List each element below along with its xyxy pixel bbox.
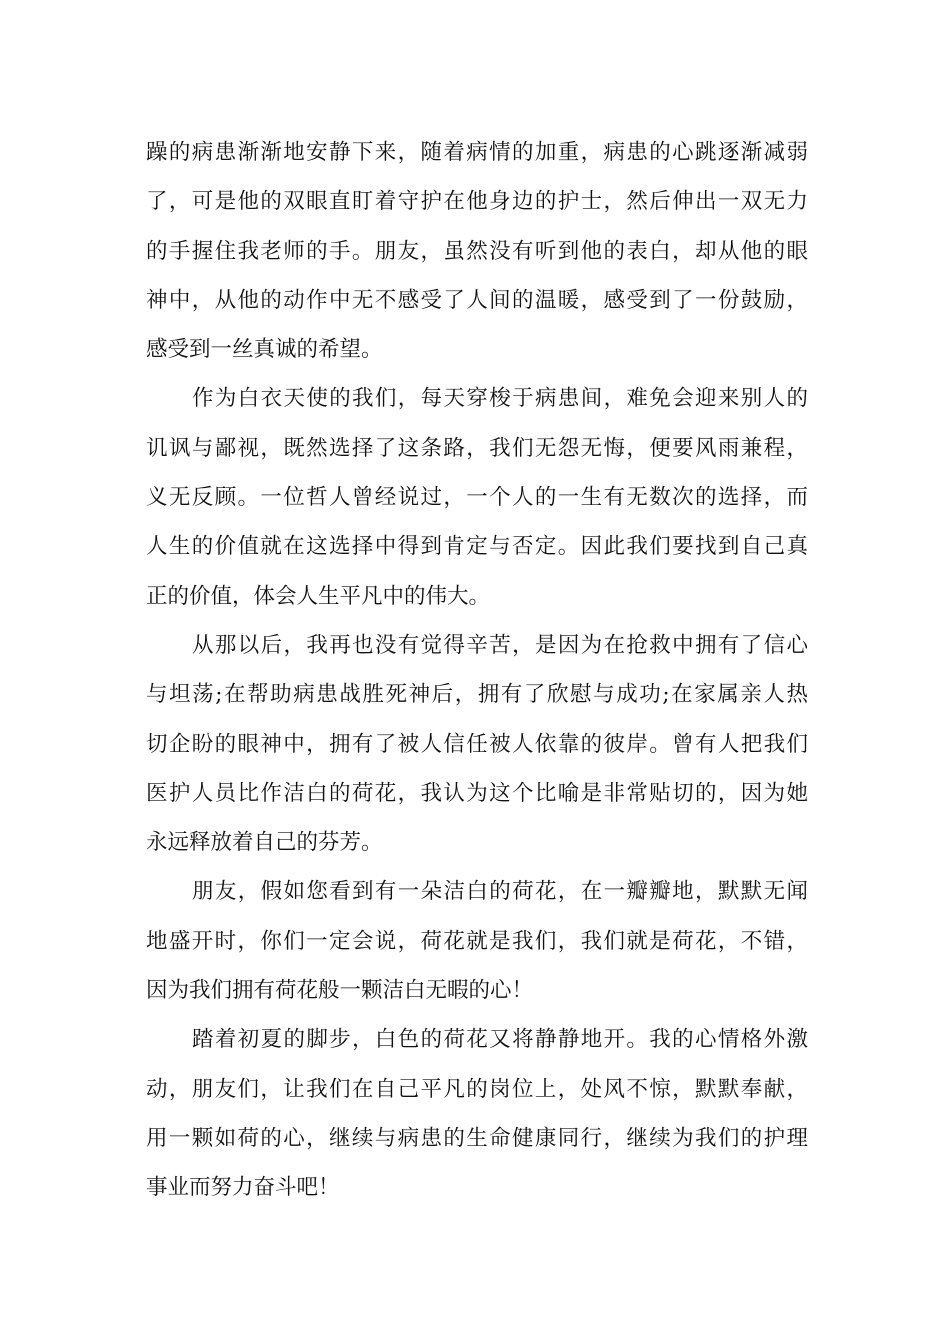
paragraph	[146, 867, 808, 1015]
paragraph	[146, 374, 808, 620]
text-line: 正的价值，体会人生平凡中的伟大。	[146, 583, 491, 609]
text-line: 躁的病患渐渐地安静下来，随着病情的加重，病患的心跳逐渐减弱	[146, 140, 808, 165]
text-line: 神中，从他的动作中无不感受了人间的温暖，感受到了一份鼓励，	[146, 287, 808, 313]
text-line: 因为我们拥有荷花般一颗洁白无暇的心！	[146, 978, 534, 1004]
paragraph	[146, 621, 808, 867]
text-line: 讥讽与鄙视，既然选择了这条路，我们无怨无悔，便要风雨兼程，	[146, 435, 808, 461]
paragraph	[146, 1015, 808, 1212]
text-line: 从那以后，我再也没有觉得辛苦，是因为在抢救中拥有了信心	[192, 632, 808, 658]
document-body	[146, 128, 808, 1213]
text-line: 与坦荡;在帮助病患战胜死神后，拥有了欣慰与成功;在家属亲人热	[146, 682, 808, 708]
text-line: 切企盼的眼神中，拥有了被人信任被人依靠的彼岸。曾有人把我们	[146, 731, 808, 757]
text-line: 义无反顾。一位哲人曾经说过，一个人的一生有无数次的选择，而	[146, 485, 808, 511]
text-line: 用一颗如荷的心，继续与病患的生命健康同行，继续为我们的护理	[146, 1125, 808, 1151]
text-line: 事业而努力奋斗吧！	[146, 1175, 340, 1201]
text-line: 踏着初夏的脚步，白色的荷花又将静静地开。我的心情格外激	[192, 1027, 808, 1053]
text-line: 作为白衣天使的我们，每天穿梭于病患间，难免会迎来别人的	[192, 386, 808, 412]
text-line: 感受到一丝真诚的希望。	[146, 337, 383, 363]
text-line: 了，可是他的双眼直盯着守护在他身边的护士，然后伸出一双无力	[146, 189, 808, 215]
text-line: 的手握住我老师的手。朋友，虽然没有听到他的表白，却从他的眼	[146, 238, 808, 264]
text-line: 动，朋友们，让我们在自己平凡的岗位上，处风不惊，默默奉献，	[146, 1076, 808, 1102]
text-line: 地盛开时，你们一定会说，荷花就是我们，我们就是荷花，不错，	[146, 928, 808, 954]
text-line: 朋友，假如您看到有一朵洁白的荷花，在一瓣瓣地，默默无闻	[192, 879, 808, 905]
paragraph	[146, 128, 808, 374]
text-line: 永远释放着自己的芬芳。	[146, 830, 383, 856]
text-line: 医护人员比作洁白的荷花，我认为这个比喻是非常贴切的，因为她	[146, 780, 808, 806]
text-line: 人生的价值就在这选择中得到肯定与否定。因此我们要找到自己真	[146, 534, 808, 560]
